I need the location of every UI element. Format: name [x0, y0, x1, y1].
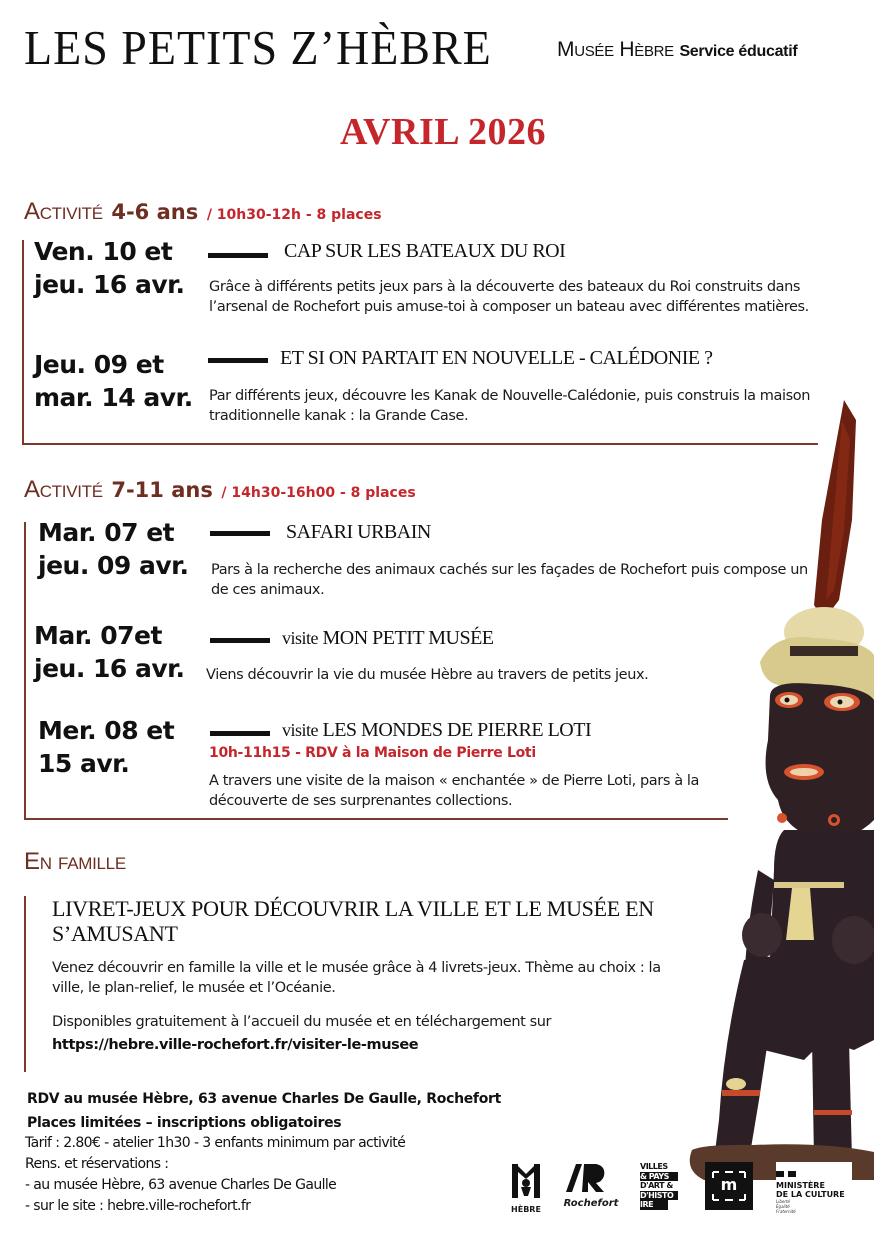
activity-description: Par différents jeux, découvre les Kanak de Nouvelle-Calédonie, puis construis la maison traditionnelle kanak : la Grande Case. — [209, 388, 811, 424]
title-bar-decoration — [208, 358, 268, 363]
family-description: Venez découvrir en famille la ville et le musée grâce à 4 livrets-jeux. Thème au choix : la ville, le plan-relief, le musée et l’Océanie. — [52, 960, 661, 996]
section-label: Activité — [24, 198, 103, 225]
republic-flag-icon — [776, 1171, 800, 1177]
activity-date — [38, 516, 188, 582]
title-bar-decoration — [210, 731, 270, 736]
date-line-1: Jeu. 09 et — [34, 350, 164, 379]
museum-name: Musée Hèbre — [557, 38, 674, 61]
section-schedule: / 14h30-16h00 - 8 places — [221, 485, 416, 501]
vpah-line-4: D'HISTO — [640, 1191, 678, 1201]
section-heading-family — [24, 848, 126, 876]
activity-title — [282, 719, 591, 742]
title-bar-decoration — [210, 638, 270, 643]
activity-description: Pars à la recherche des animaux cachés sur les façades de Rochefort puis compose un de ces animaux. — [211, 562, 808, 598]
footer-limited-places: Places limitées – inscriptions obligatoires — [27, 1115, 342, 1131]
date-line-1: Mer. 08 et — [38, 716, 175, 745]
month-title: AVRIL 2026 — [340, 111, 546, 153]
family-section-rule — [24, 896, 26, 1072]
family-title: LIVRET-JEUX POUR DÉCOUVRIR LA VILLE ET LE MUSÉE EN S’AMUSANT — [52, 896, 654, 946]
date-line-1: Ven. 10 et — [34, 237, 173, 266]
activity-prefix: visite — [282, 720, 318, 740]
section-heading-4-6 — [24, 198, 382, 226]
section-label: Activité — [24, 476, 103, 503]
devise-liberte: Liberté — [776, 1199, 791, 1204]
activity-title: SAFARI URBAIN — [286, 521, 431, 543]
footer-tarif: Tarif : 2.80€ - atelier 1h30 - 3 enfants minimum par activité — [25, 1135, 406, 1151]
activity-date — [38, 714, 174, 780]
villes-pays-art-histoire-logo — [640, 1162, 678, 1210]
rochefort-logo — [562, 1162, 620, 1210]
vpah-line-5: IRE — [640, 1200, 668, 1210]
activity-date — [34, 619, 184, 685]
date-line-2: jeu. 16 avr. — [34, 654, 185, 683]
section-age: 7-11 ans — [111, 478, 213, 502]
activity-title-text: LES MONDES DE PIERRE LOTI — [322, 719, 592, 741]
date-line-2: 15 avr. — [38, 749, 130, 778]
musees-de-france-logo — [705, 1162, 753, 1210]
rochefort-logo-icon — [562, 1162, 620, 1194]
footer-address: RDV au musée Hèbre, 63 avenue Charles De Gaulle, Rochefort — [27, 1091, 502, 1107]
title-bar-decoration — [210, 531, 270, 536]
devise-egalite: Égalité — [776, 1204, 790, 1209]
m-logo-letter: m — [720, 1175, 738, 1194]
activity-date — [34, 348, 193, 414]
activity-title: ET SI ON PARTAIT EN NOUVELLE - CALÉDONIE ? — [280, 347, 713, 369]
date-line-2: jeu. 09 avr. — [38, 551, 189, 580]
section-age: 4-6 ans — [111, 200, 199, 224]
vpah-line-3: D'ART & — [640, 1181, 673, 1190]
activity-note: 10h-11h15 - RDV à la Maison de Pierre Loti — [209, 745, 536, 761]
activity-prefix: visite — [282, 628, 318, 648]
activity-title-text: MON PETIT MUSÉE — [322, 627, 494, 649]
hebre-logo-icon — [509, 1162, 543, 1200]
activity-description: Viens découvrir la vie du musée Hèbre au travers de petits jeux. — [206, 667, 649, 683]
activity-title: CAP SUR LES BATEAUX DU ROI — [284, 240, 566, 262]
activity-description: Grâce à différents petits jeux pars à la découverte des bateaux du Roi construits dans l’arsenal de Rochefort puis amuse-toi à composer un bateau avec différentes matières. — [209, 279, 809, 315]
date-line-2: jeu. 16 avr. — [34, 270, 185, 299]
family-download-link[interactable]: https://hebre.ville-rochefort.fr/visiter-le-musee — [52, 1037, 419, 1053]
hebre-logo-text: HÈBRE — [511, 1205, 541, 1214]
vpah-line-1: VILLES — [640, 1162, 668, 1171]
footer-rens: Rens. et réservations : — [25, 1156, 169, 1172]
date-line-2: mar. 14 avr. — [34, 383, 193, 412]
activity-date — [34, 235, 184, 301]
ministere-line-2: DE LA CULTURE — [776, 1190, 845, 1199]
devise-fraternite: Fraternité — [776, 1209, 796, 1214]
title-bar-decoration — [208, 253, 268, 258]
hebre-logo — [509, 1162, 543, 1214]
museum-header — [557, 38, 797, 62]
date-line-1: Mar. 07et — [34, 621, 162, 650]
service-label: Service éducatif — [679, 43, 798, 60]
activity-title — [282, 627, 494, 650]
date-line-1: Mar. 07 et — [38, 518, 175, 547]
vpah-line-2: & PAYS — [640, 1172, 678, 1182]
family-availability: Disponibles gratuitement à l’accueil du musée et en téléchargement sur — [52, 1014, 552, 1030]
section-schedule: / 10h30-12h - 8 places — [206, 207, 382, 223]
ministere-culture-logo — [776, 1162, 852, 1214]
poster-title: LES PETITS Z’HÈBRE — [24, 21, 492, 75]
ministere-line-1: MINISTÈRE — [776, 1181, 825, 1190]
activity-description: A travers une visite de la maison « enchantée » de Pierre Loti, pars à la découverte de ses surprenantes collections. — [209, 773, 700, 809]
footer-rens-site: - sur le site : hebre.ville-rochefort.fr — [25, 1198, 251, 1214]
footer-rens-museum: - au musée Hèbre, 63 avenue Charles De Gaulle — [25, 1177, 337, 1193]
rochefort-logo-text: Rochefort — [563, 1198, 619, 1209]
section-heading-7-11 — [24, 476, 416, 504]
section-label: En famille — [24, 848, 126, 875]
footer-info — [25, 1133, 405, 1217]
